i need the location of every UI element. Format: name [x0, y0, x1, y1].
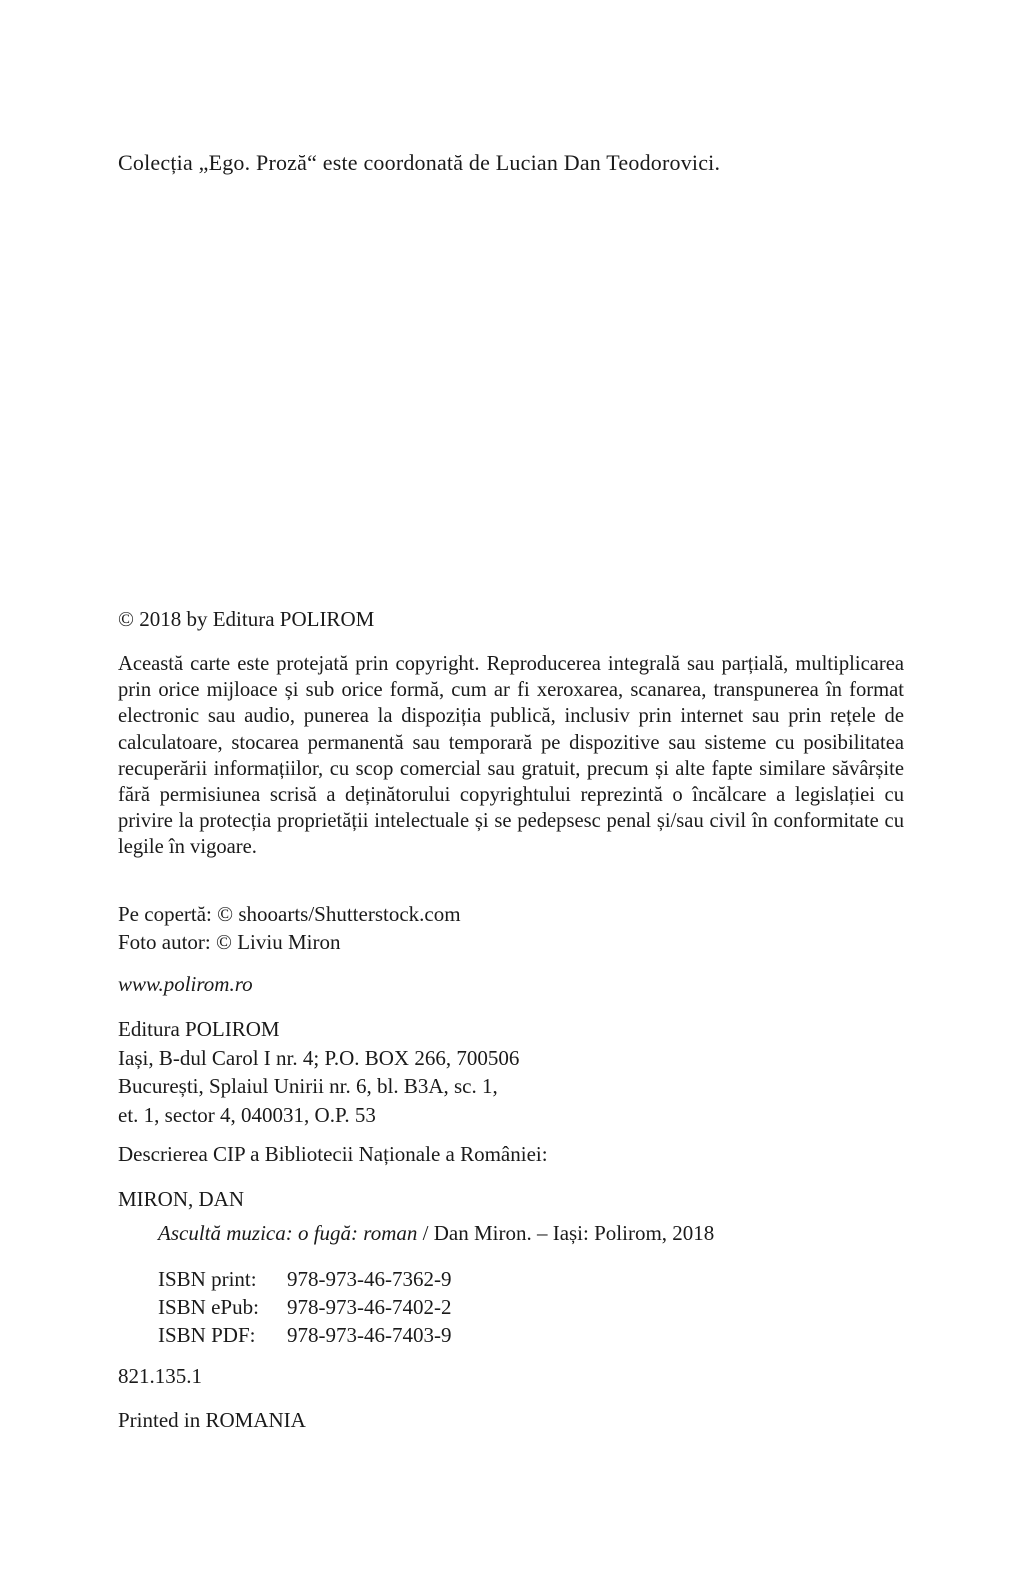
cover-credit: Pe copertă: © shooarts/Shutterstock.com — [118, 902, 461, 926]
isbn-row-print — [158, 1265, 858, 1293]
publisher-website: www.polirom.ro — [118, 972, 253, 996]
isbn-value: 978-973-46-7402-2 — [287, 1295, 452, 1319]
isbn-list — [158, 1265, 858, 1349]
isbn-label: ISBN ePub: — [158, 1295, 259, 1319]
isbn-label: ISBN PDF: — [158, 1323, 256, 1347]
printed-in: Printed in ROMANIA — [118, 1408, 306, 1432]
cip-author: MIRON, DAN — [118, 1187, 244, 1211]
copyright-line: © 2018 by Editura POLIROM — [118, 607, 375, 631]
isbn-row-epub — [158, 1293, 858, 1321]
isbn-value: 978-973-46-7362-9 — [287, 1267, 452, 1291]
cip-heading: Descrierea CIP a Bibliotecii Naționale a României: — [118, 1142, 548, 1166]
statement-of-responsibility: / Dan Miron. – Iași: Polirom, 2018 — [417, 1221, 715, 1245]
isbn-value: 978-973-46-7403-9 — [287, 1323, 452, 1347]
book-title: Ascultă muzica: o fugă: roman — [158, 1221, 418, 1245]
address-bucuresti-line-1: București, Splaiul Unirii nr. 6, bl. B3A, sc. 1, — [118, 1074, 498, 1098]
classification-code: 821.135.1 — [118, 1364, 202, 1388]
copyright-notice: Această carte este protejată prin copyright. Reproducerea integrală sau parțială, multiplicarea prin orice mijloace și sub orice formă, cum ar fi xeroxarea, scanarea, transpunerea în format electronic sau audio, punerea la dispoziția publică, inclusiv prin internet sau prin rețele de calculatoare, stocarea permanentă sau temporară pe dispozitive sau sisteme cu posibilitatea recuperării informațiilor, cu scop comercial sau gratuit, precum și alte fapte similare săvârșite fără permisiunea scrisă a deținătorului copyrightului reprezintă o încălcare a legislației cu privire la protecția proprietății intelectuale și se pedepsesc penal și/sau civil în conformitate cu legile în vigoare. — [118, 653, 904, 859]
author-photo-credit: Foto autor: © Liviu Miron — [118, 930, 341, 954]
cip-title-entry — [158, 1219, 918, 1247]
isbn-label: ISBN print: — [158, 1267, 257, 1291]
collection-note: Colecția „Ego. Proză“ este coordonată de Lucian Dan Teodorovici. — [118, 150, 721, 175]
isbn-row-pdf — [158, 1321, 858, 1349]
address-bucuresti-line-2: et. 1, sector 4, 040031, O.P. 53 — [118, 1102, 376, 1127]
publisher-name: Editura POLIROM — [118, 1017, 280, 1041]
address-iasi: Iași, B-dul Carol I nr. 4; P.O. BOX 266, 700506 — [118, 1045, 520, 1070]
image-credits — [118, 900, 904, 956]
publisher-address — [118, 1015, 904, 1129]
